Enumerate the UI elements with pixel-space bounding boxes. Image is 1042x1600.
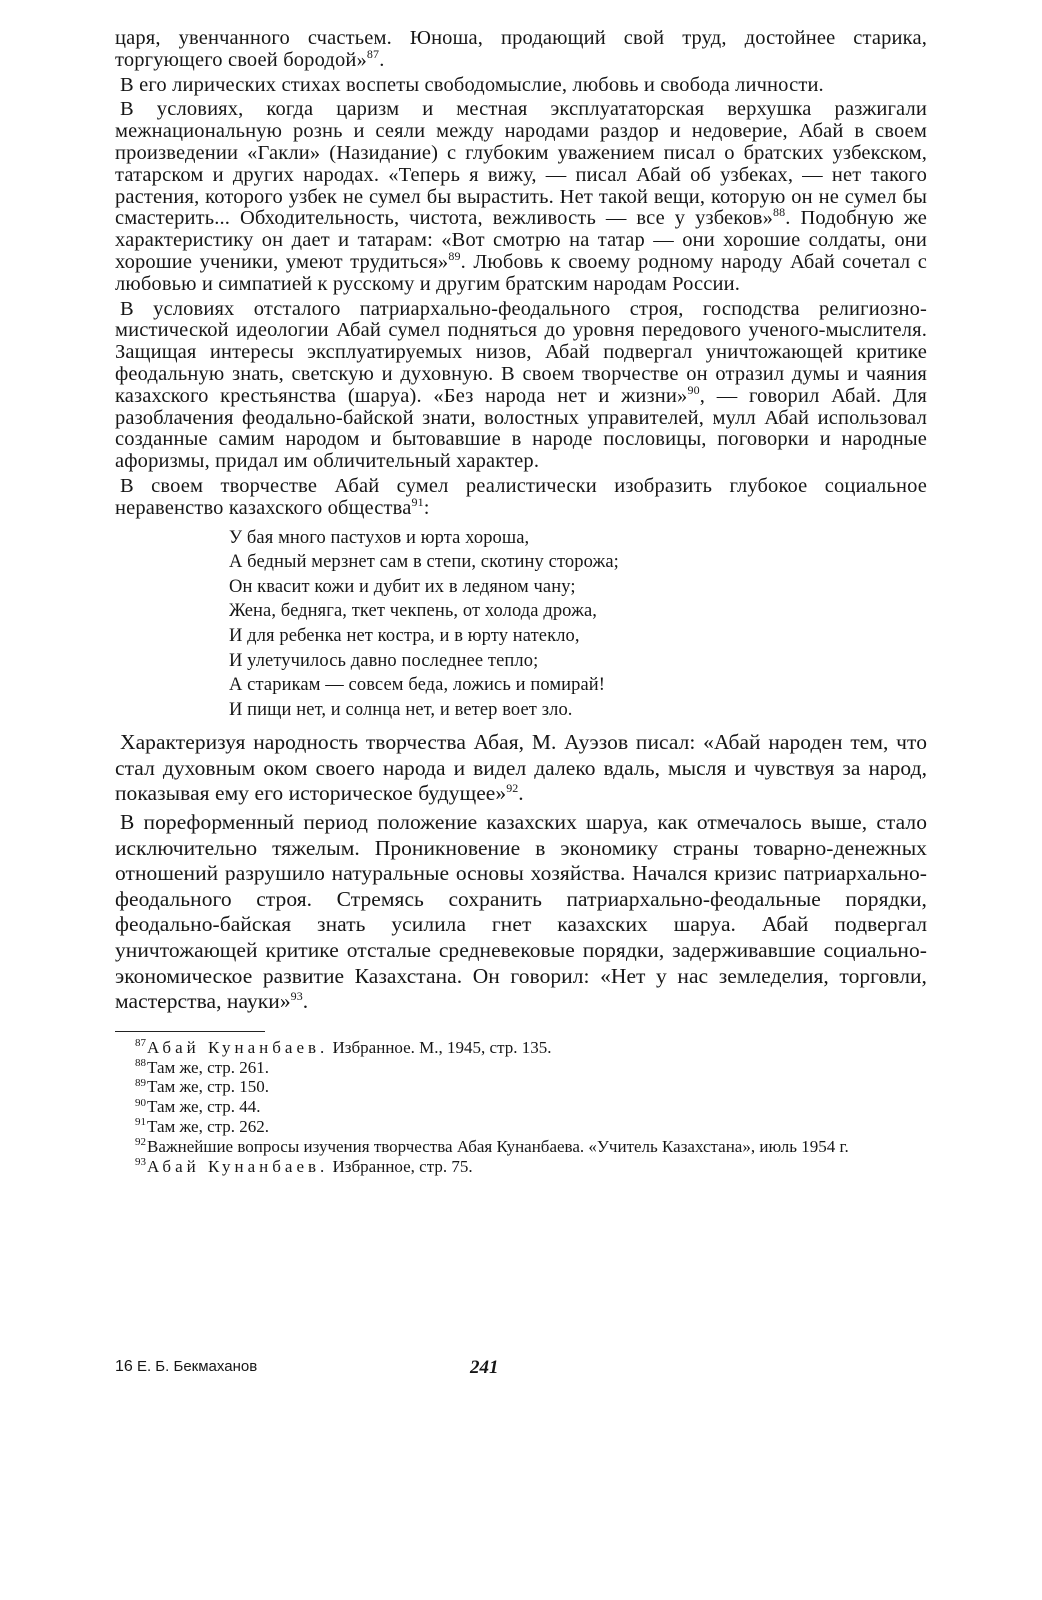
paragraph-3 — [115, 99, 927, 295]
poem-line: А бедный мерзнет сам в степи, скотину сторожа; — [229, 552, 619, 573]
footnote-number: 92 — [135, 1136, 146, 1149]
paragraph-1-tail: . — [379, 48, 385, 71]
footnote-number: 91 — [135, 1116, 146, 1129]
footnote-text: Избранное. М., 1945, стр. 135. — [328, 1037, 552, 1057]
footnote-text: Там же, стр. 261. — [147, 1057, 270, 1077]
footnote-text: Избранное, стр. 75. — [328, 1156, 473, 1176]
footnote-ref-93: 93 — [290, 989, 303, 1004]
printer-signature — [115, 1358, 257, 1376]
paragraph-2 — [115, 75, 927, 97]
footnote-ref-88: 88 — [772, 205, 786, 220]
poem-line: У бая много пастухов и юрта хороша, — [229, 527, 530, 548]
signature-text: Е. Б. Бекмаханов — [136, 1358, 258, 1375]
footnote-ref-92: 92 — [506, 781, 519, 796]
footnote-number: 89 — [135, 1076, 146, 1089]
paragraph-3-text-b: . Подобную же характеристику он дает и татарам: «Вот смотрю на татар — они хорошие солдаты, они хорошие ученики, умеют трудиться» — [115, 207, 927, 273]
footnote-number: 88 — [135, 1056, 146, 1069]
paragraph-3-text-a: В условиях, когда царизм и местная эксплуататорская верхушка разжигали межнациональную рознь и сеяли между народами раздор и недоверие, Абай в своем произведении «Гакли» (Назидание) с глубоким уважением писал о братских узбекском, татарском и других народах. «Теперь я вижу, — писал Абай об узбеках, — нет такого растения, которого узбек не сумел бы вырастить. Нет такой вещи, которую он не сумел бы смастерить... Обходительность, чистота, вежливость — все у узбеков» — [115, 98, 927, 230]
page-body — [115, 28, 927, 1176]
footnote-text: Важнейшие вопросы изучения творчества Абая Кунанбаева. «Учитель Казахстана», июль 1954 г. — [147, 1136, 849, 1156]
footnote-divider — [115, 1031, 265, 1032]
footnote-90 — [115, 1097, 927, 1117]
footnote-ref-91: 91 — [411, 494, 424, 509]
footnote-ref-87: 87 — [366, 46, 380, 61]
footnote-number: 93 — [135, 1155, 146, 1168]
footnote-88 — [115, 1058, 927, 1078]
paragraph-7 — [115, 810, 927, 1015]
footnote-87 — [115, 1038, 927, 1058]
footnote-92 — [115, 1137, 927, 1157]
paragraph-4 — [115, 299, 927, 473]
footnote-text: Там же, стр. 150. — [147, 1077, 270, 1097]
poem — [229, 526, 927, 723]
footnote-ref-89: 89 — [448, 249, 461, 264]
paragraph-5-text: В своем творчестве Абай сумел реалистически изобразить глубокое социальное неравенство казахского общества — [115, 474, 927, 519]
poem-line: А старикам — совсем беда, ложись и помирай! — [229, 675, 606, 696]
paragraph-7-tail: . — [302, 989, 309, 1014]
footnotes — [115, 1038, 927, 1177]
poem-line: Он квасит кожи и дубит их в ледяном чану; — [229, 576, 576, 597]
paragraph-4-text-b: , — говорил Абай. Для разоблачения феодально-байской знати, волостных управителей, мулл Абай использовал созданные самим народом и бытовавшие в народе пословицы, поговорки и народные афоризмы, придал им обличительный характер. — [115, 384, 927, 473]
paragraph-3-text-c: . Любовь к своему родному народу Абай сочетал с любовью и симпатией к русскому и другим братским народам России. — [115, 250, 927, 295]
footnote-text: Там же, стр. 262. — [147, 1117, 270, 1136]
paragraph-1-text: царя, увенчанного счастьем. Юноша, продающий свой труд, достойнее старика, торгующего своей бородой» — [115, 27, 927, 71]
footnote-91 — [115, 1117, 927, 1137]
footnote-number: 90 — [135, 1096, 146, 1109]
footnote-93 — [115, 1157, 927, 1177]
signature-number: 16 — [115, 1358, 133, 1375]
paragraph-7-text: В пореформенный период положение казахских шаруа, как отмечалось выше, стало исключительно тяжелым. Проникновение в экономику страны товарно-денежных отношений разрушило натуральные основы хозяйства. Начался кризис патриархально-феодального строя. Стремясь сохранить патриархально-феодальные порядки, феодально-байская знать усилила гнет казахских шаруа. Абай подвергал уничтожающей критике отсталые средневековые порядки, задерживавшие социально-экономическое развитие Казахстана. Он говорил: «Нет у нас земледелия, торговли, мастерства, науки» — [115, 810, 927, 1014]
footnote-text: Там же, стр. 44. — [147, 1097, 261, 1117]
paragraph-5 — [115, 476, 927, 520]
poem-line: И пищи нет, и солнца нет, и ветер воет зло. — [229, 699, 573, 720]
footnote-number: 87 — [135, 1037, 146, 1050]
paragraph-2-text: В его лирических стихах воспеты свободомыслие, любовь и свобода личности. — [120, 73, 824, 96]
footnote-89 — [115, 1077, 927, 1097]
page-footer — [115, 1358, 927, 1380]
paragraph-6 — [115, 730, 927, 807]
footnote-ref-90: 90 — [687, 382, 700, 397]
paragraph-1 — [115, 28, 927, 72]
footnote-author: Абай Кунанбаев. — [147, 1156, 329, 1176]
poem-line: Жена, бедняга, ткет чекпень, от холода дрожа, — [229, 601, 597, 622]
page-number: 241 — [470, 1357, 499, 1378]
poem-line: И для ребенка нет костра, и в юрту натекло, — [229, 625, 580, 646]
paragraph-6-text: Характеризуя народность творчества Абая, М. Ауэзов писал: «Абай народен тем, что стал духовным оком своего народа и видел далеко вдаль, мысля и чувствуя за народ, показывая ему его историческое будущее» — [115, 730, 927, 806]
paragraph-5-tail: : — [423, 496, 430, 519]
footnote-author: Абай Кунанбаев. — [147, 1037, 329, 1057]
paragraph-4-text-a: В условиях отсталого патриархально-феодального строя, господства религиозно-мистической идеологии Абай сумел подняться до уровня передового ученого-мыслителя. Защищая интересы эксплуатируемых низов, Абай подвергал уничтожающей критике феодальную знать, светскую и духовную. В своем творчестве он отразил думы и чаяния казахского крестьянства (шаруа). «Без народа нет и жизни» — [115, 297, 927, 407]
paragraph-6-tail: . — [518, 781, 524, 806]
poem-line: И улетучилось давно последнее тепло; — [229, 650, 539, 671]
